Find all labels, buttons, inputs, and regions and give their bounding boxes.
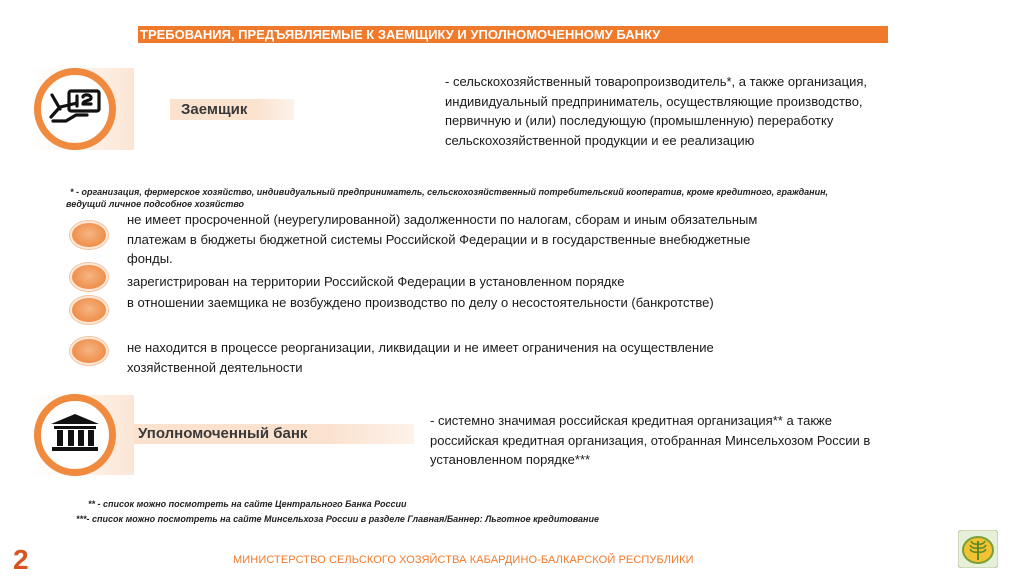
bank-description-line: - системно значимая российская кредитная организация** а также bbox=[430, 413, 832, 428]
requirement-line: платежам в бюджеты бюджетной системы Российской Федерации и в государственные внебюджетные bbox=[127, 231, 751, 247]
requirement-line: зарегистрирован на территории Российской Федерации в установленном порядке bbox=[127, 274, 625, 289]
requirement-item bbox=[127, 210, 987, 269]
requirement-bullet bbox=[70, 221, 108, 249]
borrower-description bbox=[445, 72, 965, 150]
requirement-bullet bbox=[70, 296, 108, 324]
bank-footnote-cbr: ** - список можно посмотреть на сайте Центрального Банка России bbox=[88, 499, 407, 509]
requirement-item bbox=[127, 272, 987, 292]
requirement-item bbox=[127, 338, 987, 377]
bank-description bbox=[430, 411, 970, 470]
borrower-description-line: первичную и (или) последующую (промышленную) переработку bbox=[445, 113, 834, 128]
page-title: ТРЕБОВАНИЯ, ПРЕДЪЯВЛЯЕМЫЕ К ЗАЕМЩИКУ И УПОЛНОМОЧЕННОМУ БАНКУ bbox=[138, 26, 888, 43]
bank-icon-ring bbox=[34, 394, 116, 476]
borrower-description-line: сельскохозяйственной продукции и ее реализацию bbox=[445, 132, 755, 148]
requirement-line: в отношении заемщика не возбуждено производство по делу о несостоятельности (банкротстве) bbox=[127, 295, 714, 310]
bank-description-line: установленном порядке*** bbox=[430, 452, 591, 467]
ministry-name: МИНИСТЕРСТВО СЕЛЬСКОГО ХОЗЯЙСТВА КАБАРДИНО-БАЛКАРСКОЙ РЕСПУБЛИКИ bbox=[233, 554, 694, 566]
borrower-label: Заемщик bbox=[170, 99, 294, 120]
footnote-line: * - организация, фермерское хозяйство, индивидуальный предприниматель, сельскохозяйственный потребительский кооператив, кроме кредитного, гражданин, bbox=[70, 187, 829, 197]
bank-description-line: российская кредитная организация, отобранная Минсельхозом России в bbox=[430, 432, 871, 448]
footnote-line: ведущий личное подсобное хозяйство bbox=[66, 199, 245, 209]
borrower-icon-ring bbox=[34, 68, 116, 150]
borrower-description-line: индивидуальный предприниматель, осуществляющие производство, bbox=[445, 93, 863, 109]
bank-label: Уполномоченный банк bbox=[134, 424, 414, 444]
hand-money-icon bbox=[46, 87, 104, 132]
borrower-footnote bbox=[66, 186, 986, 210]
wheat-emblem-icon bbox=[958, 530, 998, 568]
requirement-bullet bbox=[70, 337, 108, 365]
requirement-line: хозяйственной деятельности bbox=[127, 359, 303, 375]
borrower-description-line: - сельскохозяйственный товаропроизводитель*, а также организация, bbox=[445, 74, 867, 89]
page-number: 2 bbox=[13, 544, 29, 575]
requirement-item bbox=[127, 293, 987, 313]
bank-building-icon bbox=[49, 413, 101, 458]
requirement-line: не имеет просроченной (неурегулированной) задолженности по налогам, сборам и иным обязательным bbox=[127, 212, 758, 227]
requirement-line: фонды. bbox=[127, 251, 173, 266]
bank-footnote-msh: ***- список можно посмотреть на сайте Минсельхоза России в разделе Главная/Баннер: Льготное кредитование bbox=[76, 514, 599, 524]
requirement-line: не находится в процессе реорганизации, ликвидации и не имеет ограничения на осуществление bbox=[127, 340, 714, 355]
requirement-bullet bbox=[70, 263, 108, 291]
